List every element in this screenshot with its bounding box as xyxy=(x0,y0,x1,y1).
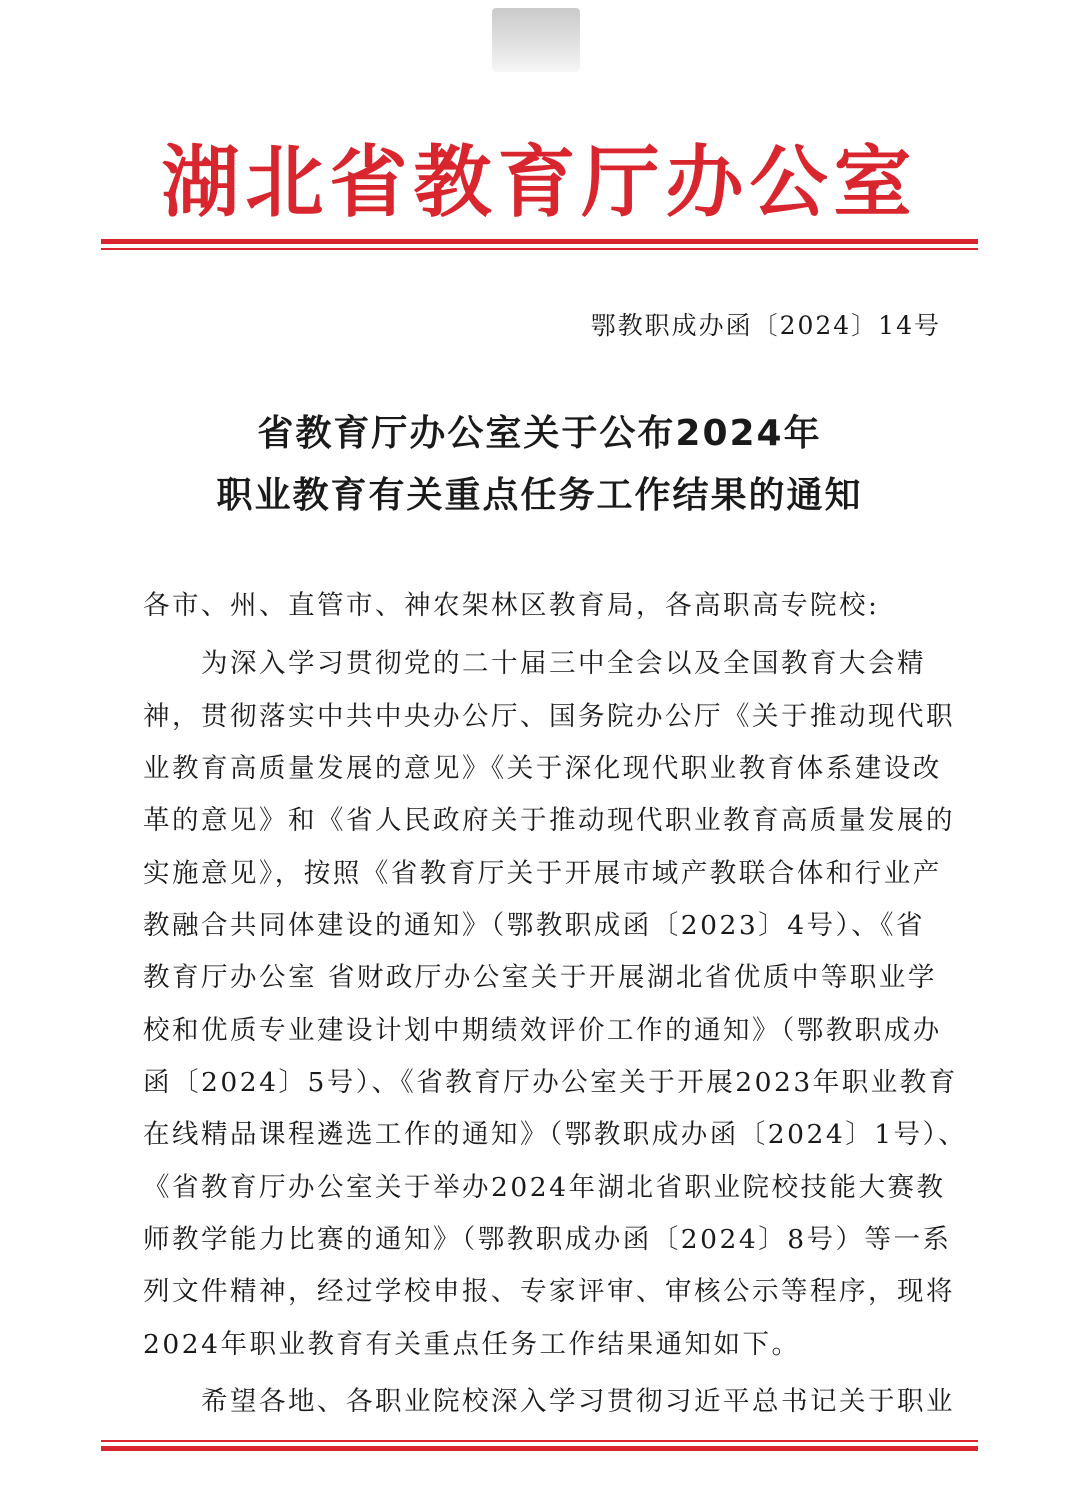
body-line: 教育厅办公室 省财政厅办公室关于开展湖北省优质中等职业学 xyxy=(143,962,937,993)
body-line: 师教学能力比赛的通知》（鄂教职成办函〔2024〕8号）等一系 xyxy=(143,1224,952,1255)
footer-rule-thick xyxy=(101,1446,978,1451)
body-line: 神，贯彻落实中共中央办公厅、国务院办公厅《关于推动现代职 xyxy=(143,701,955,732)
body-line: 列文件精神，经过学校申报、专家评审、审核公示等程序，现将 xyxy=(143,1276,955,1307)
body-line: 函〔2024〕5号）、《省教育厅办公室关于开展2023年职业教育 xyxy=(143,1067,958,1098)
masthead: 湖北省教育厅办公室 xyxy=(161,137,918,228)
masthead-rule-thin xyxy=(101,248,978,250)
body-line: 校和优质专业建设计划中期绩效评价工作的通知》（鄂教职成办 xyxy=(143,1015,942,1046)
title-line-2: 职业教育有关重点任务工作结果的通知 xyxy=(216,475,863,516)
masthead-rule-thick xyxy=(101,239,978,244)
body-line: 《省教育厅办公室关于举办2024年湖北省职业院校技能大赛教 xyxy=(143,1172,946,1203)
body-line: 业教育高质量发展的意见》《关于深化现代职业教育体系建设改 xyxy=(143,753,942,784)
body-line: 革的意见》和《省人民政府关于推动现代职业教育高质量发展的 xyxy=(143,805,955,836)
title-line-1: 省教育厅办公室关于公布2024年 xyxy=(257,413,822,454)
body-line: 在线精品课程遴选工作的通知》（鄂教职成办函〔2024〕1号）、 xyxy=(143,1119,968,1150)
body-line: 实施意见》，按照《省教育厅关于开展市域产教联合体和行业产 xyxy=(143,858,942,889)
footer-rule-thin xyxy=(101,1440,978,1442)
scan-smudge xyxy=(492,8,580,72)
body-line: 为深入学习贯彻党的二十届三中全会以及全国教育大会精 xyxy=(143,648,926,679)
body-line: 教融合共同体建设的通知》（鄂教职成函〔2023〕4号）、《省 xyxy=(143,910,926,941)
body-line: 2024年职业教育有关重点任务工作结果通知如下。 xyxy=(143,1329,801,1360)
document-number: 鄂教职成办函〔2024〕14号 xyxy=(590,311,941,340)
addressee-line: 各市、州、直管市、神农架林区教育局，各高职高专院校: xyxy=(143,590,880,621)
body-line: 希望各地、各职业院校深入学习贯彻习近平总书记关于职业 xyxy=(143,1386,955,1417)
